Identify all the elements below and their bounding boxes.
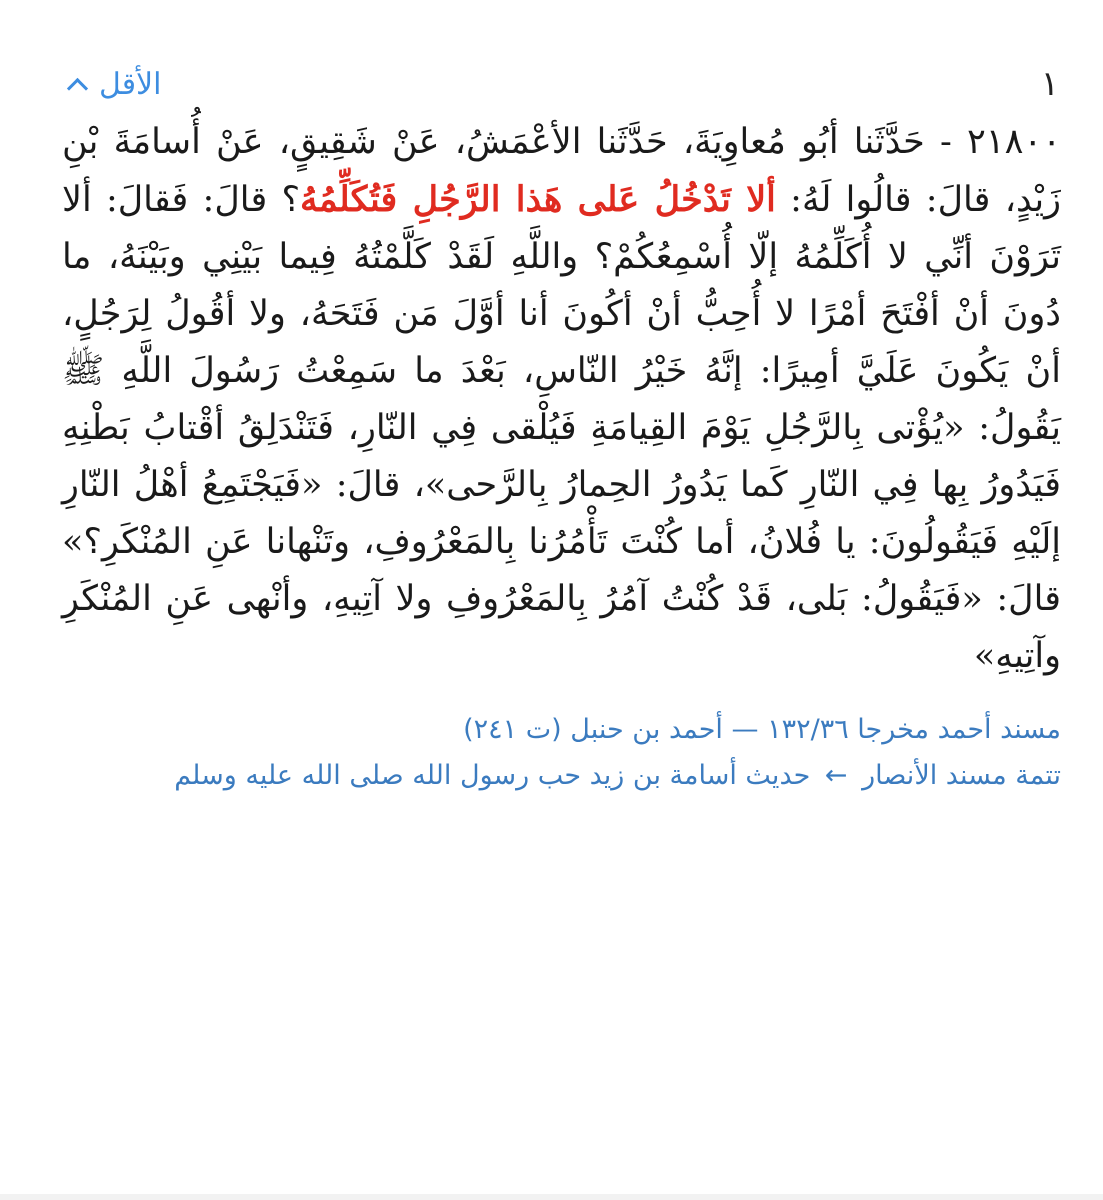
show-less-button[interactable] [62, 67, 162, 102]
hadith-highlight: ألا تَدْخُلُ عَلى هَذا الرَّجُلِ فَتُكَلِّمُهُ [300, 179, 776, 220]
hadith-index: ١ [1040, 64, 1059, 104]
card-header [62, 58, 1061, 110]
source-reference [62, 707, 1061, 799]
hadith-text [62, 114, 1061, 685]
arrow-left-icon: ← [824, 760, 848, 791]
hadith-intro: ٢١٨٠٠ - حَدَّثَنا أبُو مُعاوِيَةَ، حَدَّثَنا الأعْمَشُ، عَنْ شَقِيقٍ، عَنْ أُسامَةَ بْنِ زَيْدٍ، قالَ: قالُوا لَهُ: [62, 122, 1061, 220]
book-reference-link[interactable]: مسند أحمد مخرجا ١٣٢/٣٦ — أحمد بن حنبل (ت ٢٤١) [463, 714, 1061, 745]
chapter-link[interactable]: حديث أسامة بن زيد حب رسول الله صلى الله عليه وسلم [174, 760, 811, 791]
chevron-up-icon [67, 77, 88, 98]
show-less-label: الأقل [99, 66, 162, 102]
hadith-body: ؟ قالَ: فَقالَ: ألا تَرَوْنَ أنِّي لا أُكَلِّمُهُ إلّا أُسْمِعُكُمْ؟ واللَّهِ لَقَدْ كَلَّمْتُهُ فِيما بَيْنِي وبَيْنَهُ، ما دُونَ أنْ أفْتَحَ أمْرًا لا أُحِبُّ أنْ أكُونَ أنا أوَّلَ مَن فَتَحَهُ، ولا أقُولُ لِرَجُلٍ، أنْ يَكُونَ عَلَيَّ أمِيرًا: إنَّهُ خَيْرُ النّاسِ، بَعْدَ ما سَمِعْتُ رَسُولَ اللَّهِ ﷺ يَقُولُ: «يُؤْتى بِالرَّجُلِ يَوْمَ القِيامَةِ فَيُلْقى فِي النّارِ، فَتَنْدَلِقُ أقْتابُ بَطْنِهِ فَيَدُورُ بِها فِي النّارِ كَما يَدُورُ الحِمارُ بِالرَّحى»، قالَ: «فَيَجْتَمِعُ أهْلُ النّارِ إلَيْهِ فَيَقُولُونَ: يا فُلانُ، أما كُنْتَ تَأْمُرُنا بِالمَعْرُوفِ، وتَنْهانا عَنِ المُنْكَرِ؟» قالَ: «فَيَقُولُ: بَلى، قَدْ كُنْتُ آمُرُ بِالمَعْرُوفِ ولا آتِيهِ، وأنْهى عَنِ المُنْكَرِ وآتِيهِ» [62, 180, 1061, 676]
bottom-divider [0, 1194, 1103, 1200]
section-link[interactable]: تتمة مسند الأنصار [862, 760, 1061, 791]
